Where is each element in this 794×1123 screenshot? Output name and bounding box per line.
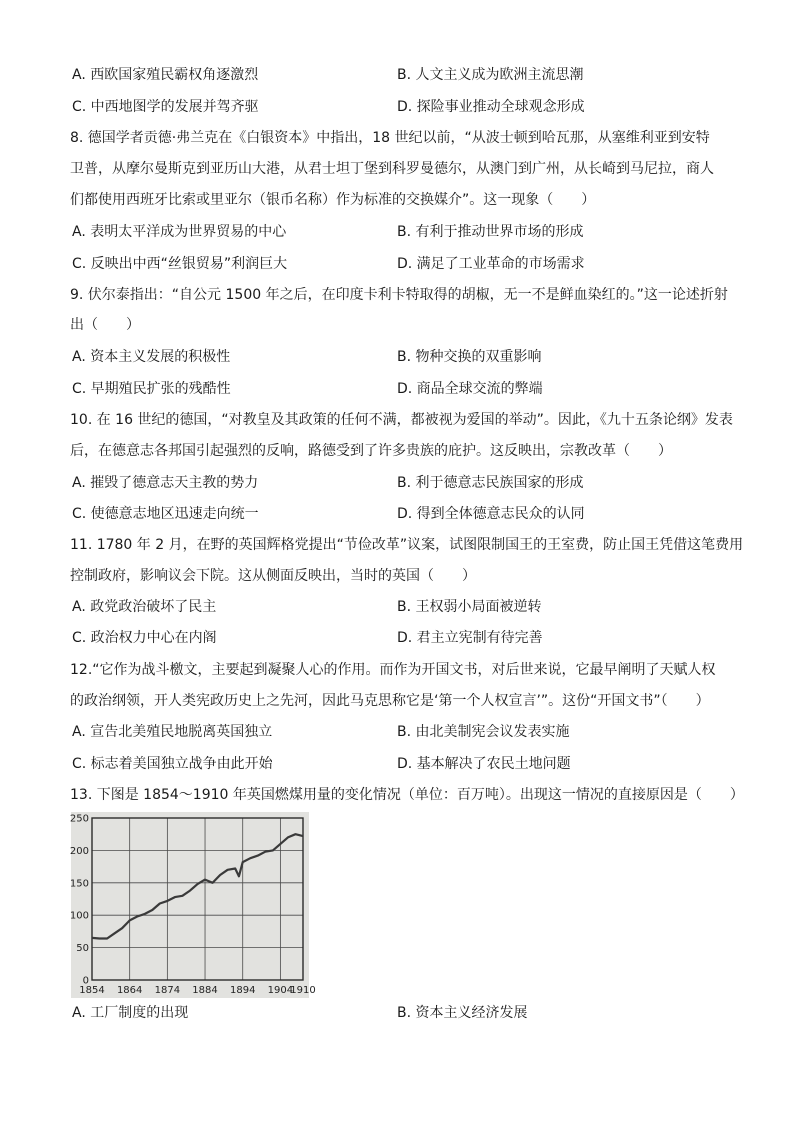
- q10-stem-line2: 后，在德意志各邦国引起强烈的反响，路德受到了许多贵族的庇护。这反映出，宗教改革（ ）: [70, 443, 672, 459]
- q9-stem-line2: 出（ ）: [70, 317, 140, 333]
- option-a: A. 西欧国家殖民霸权角逐激烈: [72, 67, 259, 83]
- q9-option-a: A. 资本主义发展的积极性: [72, 349, 231, 365]
- q10-option-c: C. 使德意志地区迅速走向统一: [72, 506, 259, 522]
- q10-option-d: D. 得到全体德意志民众的认同: [397, 506, 585, 522]
- option-c: C. 中西地图学的发展并驾齐驱: [72, 99, 259, 115]
- q13-stem-line1: 13. 下图是 1854～1910 年英国燃煤用量的变化情况（单位：百万吨）。出现这一情况的直接原因是（ ）: [70, 787, 744, 803]
- q12-stem-line1: 12.“它作为战斗檄文，主要起到凝聚人心的作用。而作为开国文书，对后世来说，它最早阐明了天赋人权: [70, 662, 716, 678]
- q9-option-b: B. 物种交换的双重影响: [397, 349, 542, 365]
- q13-option-b: B. 资本主义经济发展: [397, 1005, 528, 1021]
- y-tick-label: 250: [69, 813, 89, 825]
- x-tick-label: 1864: [116, 985, 143, 996]
- x-tick-label: 1910: [290, 985, 316, 996]
- q13-option-a: A. 工厂制度的出现: [72, 1005, 189, 1021]
- x-tick-label: 1884: [192, 985, 218, 996]
- option-d: D. 探险事业推动全球观念形成: [397, 99, 585, 115]
- y-tick-label: 100: [69, 910, 89, 922]
- q8-stem-line2: 卫普，从摩尔曼斯克到亚历山大港，从君士坦丁堡到科罗曼德尔，从澳门到广州，从长崎到马尼拉，商人: [70, 161, 714, 177]
- chart-svg: [69, 812, 316, 998]
- q11-stem-line1: 11. 1780 年 2 月，在野的英国辉格党提出“节俭改革”议案，试图限制国王的王室费，防止国王凭借这笔费用: [70, 537, 744, 553]
- q11-option-a: A. 政党政治破坏了民主: [72, 599, 217, 615]
- q9-option-c: C. 早期殖民扩张的残酷性: [72, 381, 231, 397]
- x-tick-label: 1894: [229, 985, 256, 996]
- y-tick-label: 150: [69, 878, 89, 890]
- q8-option-d: D. 满足了工业革命的市场需求: [397, 256, 585, 272]
- q12-option-a: A. 宣告北美殖民地脱离英国独立: [72, 724, 273, 740]
- q12-stem-line2: 的政治纲领，开人类宪政历史上之先河，因此马克思称它是‘第一个人权宣言’”。这份“开国文书”（ ）: [70, 693, 710, 709]
- q12-option-b: B. 由北美制宪会议发表实施: [397, 724, 570, 740]
- q10-option-a: A. 摧毁了德意志天主教的势力: [72, 475, 259, 491]
- q10-option-b: B. 利于德意志民族国家的形成: [397, 475, 584, 491]
- y-tick-label: 50: [76, 943, 89, 955]
- chart-background: [71, 812, 309, 998]
- q8-stem-line3: 们都使用西班牙比索或里亚尔（银币名称）作为标准的交换媒介”。这一现象（ ）: [70, 192, 596, 208]
- option-b: B. 人文主义成为欧洲主流思潮: [397, 67, 584, 83]
- x-tick-label: 1854: [79, 985, 105, 996]
- q9-stem-line1: 9. 伏尔泰指出：“自公元 1500 年之后，在印度卡利卡特取得的胡椒，无一不是鲜血染红的。”这一论述折射: [70, 287, 728, 303]
- q11-stem-line2: 控制政府，影响议会下院。这从侧面反映出，当时的英国（ ）: [70, 568, 476, 584]
- q12-option-c: C. 标志着美国独立战争由此开始: [72, 756, 273, 772]
- q8-option-c: C. 反映出中西“丝银贸易”利润巨大: [72, 256, 288, 272]
- y-tick-label: 200: [69, 845, 89, 857]
- q10-stem-line1: 10. 在 16 世纪的德国，“对教皇及其政策的任何不满，都被视为爱国的举动”。因此，《九十五条论纲》发表: [70, 412, 733, 428]
- x-tick-label: 1904: [267, 985, 294, 996]
- y-tick-label: 0: [82, 975, 89, 987]
- q8-option-b: B. 有利于推动世界市场的形成: [397, 224, 584, 240]
- x-tick-label: 1874: [154, 985, 181, 996]
- q12-option-d: D. 基本解决了农民土地问题: [397, 756, 571, 772]
- q8-option-a: A. 表明太平洋成为世界贸易的中心: [72, 224, 287, 240]
- coal-usage-chart: [69, 812, 316, 998]
- q8-stem-line1: 8. 德国学者贡德·弗兰克在《白银资本》中指出，18 世纪以前，“从波士顿到哈瓦那，从塞维利亚到安特: [70, 130, 710, 146]
- q9-option-d: D. 商品全球交流的弊端: [397, 381, 543, 397]
- q11-option-b: B. 王权弱小局面被逆转: [397, 599, 542, 615]
- q11-option-d: D. 君主立宪制有待完善: [397, 630, 543, 646]
- q11-option-c: C. 政治权力中心在内阁: [72, 630, 217, 646]
